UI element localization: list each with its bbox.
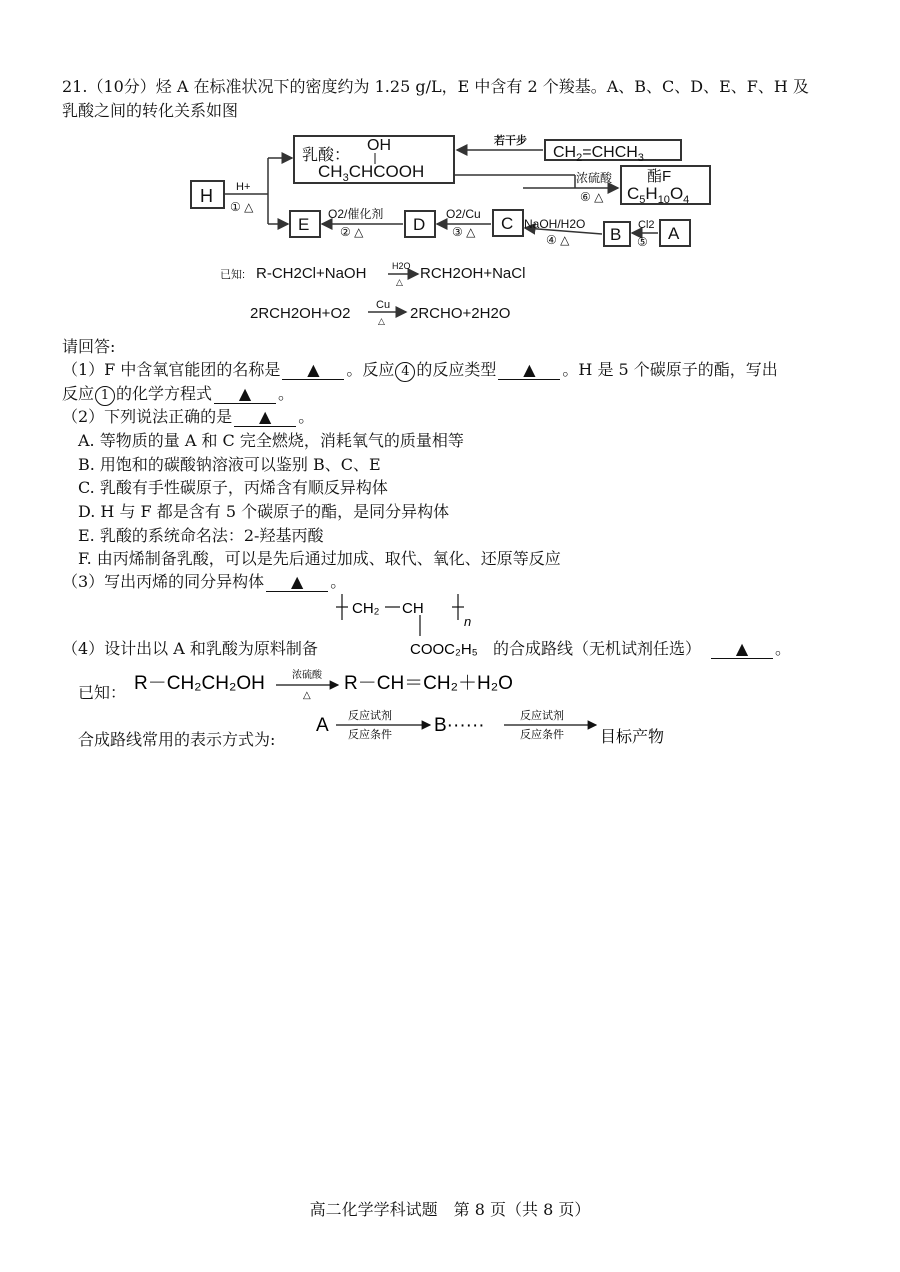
- route-a: A: [316, 715, 329, 736]
- known-label: 已知:: [220, 269, 246, 281]
- circled-number-4: 4: [395, 362, 415, 382]
- option-a: A. 等物质的量 A 和 C 完全燃烧，消耗氧气的质量相等: [78, 431, 464, 450]
- box-c-label: C: [501, 214, 514, 233]
- question-1-line-1: （1）F 中含氧官能团的名称是 ▲ 。反应 4 的反应类型 ▲ 。H 是 5 个碳原子的酯，写出: [62, 359, 778, 382]
- several-steps: 若干步: [494, 135, 527, 147]
- option-e: E. 乳酸的系统命名法：2-羟基丙酸: [78, 526, 324, 545]
- option-c: C. 乳酸有手性碳原子，丙烯含有顺反异构体: [78, 478, 388, 497]
- known-1-left: R-CH2Cl+NaOH: [256, 265, 367, 282]
- box-d-label: D: [413, 215, 426, 234]
- polymer-ch2: CH₂: [352, 600, 380, 617]
- known-3-equation: [130, 664, 550, 704]
- known-2-left: 2RCH2OH+O2: [250, 305, 351, 322]
- ester-f-formula: $C_5H_{10}O_4$: [627, 184, 690, 206]
- option-b: B. 用饱和的碳酸钠溶液可以鉴别 B、C、E: [78, 455, 381, 474]
- answer-blank-q1-equation[interactable]: ▲: [214, 385, 276, 404]
- o2-cu-label: O2/Cu: [446, 207, 481, 221]
- question-4-prompt: （4）设计出以 A 和乳酸为原料制备: [62, 639, 318, 658]
- route-top-2: 反应试剂: [520, 710, 564, 722]
- option-f: F. 由丙烯制备乳酸，可以是先后通过加成、取代、氧化、还原等反应: [78, 549, 561, 568]
- polymer-n: n: [464, 614, 472, 629]
- box-e-label: E: [298, 215, 310, 234]
- known-3-top: 浓硫酸: [292, 670, 322, 681]
- question-line-2: 乳酸之间的转化关系如图: [62, 101, 239, 120]
- lactic-label: 乳酸：: [302, 147, 351, 164]
- box-a-label: A: [668, 224, 680, 243]
- route-label: 合成路线常用的表示方式为:: [78, 730, 276, 749]
- known-1-cond-top: H2O: [392, 261, 411, 271]
- o2-catalyst-label: O2/催化剂: [328, 207, 384, 221]
- known-3-left: R－CH₂CH₂OH: [134, 673, 265, 694]
- route-representation: [312, 704, 692, 750]
- step-6-label: ⑥ △: [580, 190, 604, 204]
- route-top-1: 反应试剂: [348, 710, 392, 722]
- option-d: D. H 与 F 都是含有 5 个碳原子的酯，是同分异构体: [78, 502, 450, 521]
- route-b: B······: [434, 715, 485, 736]
- h-plus-label: H+: [236, 181, 251, 193]
- known-3-right: R－CH＝CH₂＋H₂O: [344, 673, 513, 694]
- polymer-ch: CH: [402, 600, 424, 617]
- prompt-answer: 请回答:: [62, 337, 116, 356]
- question-1-line-2: 反应 1 的化学方程式 ▲ 。: [62, 383, 294, 406]
- question-2: （2）下列说法正确的是 ▲ 。: [62, 407, 315, 426]
- known-3-bottom: △: [303, 690, 311, 701]
- conc-h2so4-label: 浓硫酸: [576, 171, 613, 185]
- known-2-cond-bot: △: [378, 316, 385, 326]
- question-4: 的合成路线（无机试剂任选） ▲ 。: [493, 639, 792, 658]
- answer-blank-q1-reaction-type[interactable]: ▲: [498, 361, 560, 380]
- step-2-label: ② △: [340, 225, 364, 239]
- answer-blank-q1-functional-group[interactable]: ▲: [282, 361, 344, 380]
- known-1-cond-bot: △: [396, 277, 403, 287]
- known-1-right: RCH2OH+NaCl: [420, 265, 526, 282]
- step-4-label: ④ △: [546, 233, 570, 247]
- step-5-label: ⑤: [637, 235, 648, 249]
- polymer-cooc2h5: COOC₂H₅: [410, 641, 478, 658]
- known-3-label: 已知：: [78, 683, 127, 702]
- step-1-label: ① △: [230, 200, 254, 214]
- route-end: 目标产物: [600, 729, 665, 746]
- box-h-label: H: [200, 186, 213, 206]
- known-2-right: 2RCHO+2H2O: [410, 305, 511, 322]
- ester-f-label: 酯F: [647, 168, 672, 185]
- answer-blank-q3[interactable]: ▲: [266, 573, 328, 592]
- cl2-label: Cl2: [638, 219, 655, 231]
- route-bottom-1: 反应条件: [348, 729, 392, 741]
- known-2-cond-top: Cu: [376, 299, 391, 311]
- box-b-label: B: [610, 225, 622, 244]
- circled-number-1: 1: [95, 386, 115, 406]
- question-3: （3）写出丙烯的同分异构体 ▲ 。: [62, 572, 347, 591]
- lactic-formula: $CH_3CHCOOH$: [318, 162, 425, 184]
- answer-blank-q4[interactable]: ▲: [711, 640, 773, 659]
- naoh-h2o-label: NaOH/H2O: [524, 217, 586, 231]
- reaction-scheme-diagram: [0, 128, 900, 328]
- page-footer: 高二化学学科试题 第 8 页（共 8 页）: [309, 1200, 591, 1219]
- propene-formula: $CH_2=CHCH_3$: [553, 144, 644, 164]
- route-bottom-2: 反应条件: [520, 729, 564, 741]
- lactic-oh: OH: [367, 137, 391, 154]
- answer-blank-q2[interactable]: ▲: [234, 408, 296, 427]
- step-3-label: ③ △: [452, 225, 476, 239]
- polymer-structure: [330, 588, 510, 668]
- question-line-1: 21.（10分）烃 A 在标准状况下的密度约为 1.25 g/L，E 中含有 2 个羧基。A、B、C、D、E、F、H 及: [62, 77, 809, 96]
